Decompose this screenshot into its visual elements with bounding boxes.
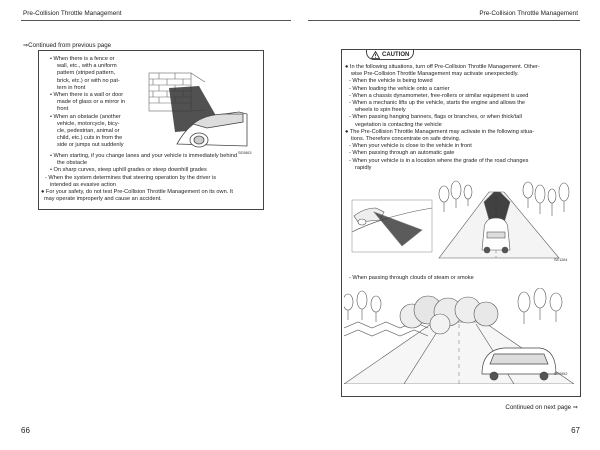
list-item: the obstacle [57,160,88,167]
caution-label: CAUTION [382,51,410,58]
figure-label: SE1264 [554,258,568,262]
list-item: tern in front [57,84,86,91]
list-item: • When an obstacle (another [50,113,121,120]
list-item: side or jumps out suddenly [57,142,124,149]
page-number-right: 67 [571,426,580,435]
road-grade-illustration [344,172,574,264]
page-number-left: 66 [21,426,30,435]
list-item: • When there is a wall or door [50,92,124,98]
list-item: cle, pedestrian, animal or [57,128,120,134]
list-item: front [57,106,69,113]
car-approaching-wall-illustration [147,70,249,148]
continued-from-note: ⇒Continued from previous page [23,42,112,49]
list-item: - When the system determines that steering operation by the driver is [45,174,216,181]
list-item: ● For your safety, do not test Pre-Collision Throttle Management on its own. It [41,189,233,195]
list-item: - When passing hanging banners, flags or branches, or when thick/tall [349,114,522,121]
list-item: wheels to spin freely [355,107,406,114]
list-item: - When your vehicle is in a location where the grade of the road changes [349,157,529,164]
continued-next-note: Continued on next page ⇒ [505,404,578,411]
list-item: - When a mechanic lifts up the vehicle, starts the engine and allows the [349,100,525,106]
list-item: may operate improperly and cause an accident. [44,196,162,203]
list-item: rapidly [355,164,372,171]
list-item: vehicle, motorcycle, bicy- [57,120,120,127]
list-item: - When loading the vehicle onto a carrier [349,85,450,92]
list-item: • When starting, if you change lanes and your vehicle is immediately behind [50,153,237,159]
list-item: ● The Pre-Collision Throttle Management may activate in the following situa- [345,128,535,135]
list-item: pattern (striped pattern, [57,70,116,77]
list-item: wall, etc., with a uniform [57,63,117,70]
warning-icon [371,51,380,59]
list-item: brick, etc.) or with no pat- [57,77,120,84]
list-item: - When a chassis dynamometer, free-rollers or similar equipment is used [349,92,529,99]
list-item: • On sharp curves, steep uphill grades or steep downhill grades [50,167,207,174]
list-item: ● In the following situations, turn off Pre-Collision Throttle Management. Other- [345,64,540,70]
caution-badge [366,49,414,60]
list-item: - When passing through an automatic gate [349,150,455,157]
list-item: wise Pre-Collision Throttle Management may activate unexpectedly. [351,71,519,78]
list-item: • When there is a fence or [50,56,115,62]
list-item: tions. Therefore concentrate on safe driving. [351,136,461,142]
page-header-left: Pre-Collision Throttle Management [23,10,122,17]
header-rule-left [21,20,291,21]
list-item: child, etc.) cuts in from the [57,135,123,142]
header-rule-right [308,20,580,21]
steam-smoke-illustration [344,288,574,384]
list-item: vegetation is contacting the vehicle [355,121,442,128]
figure-label: SE0863 [238,151,252,155]
list-item: made of glass or a mirror in [57,99,126,106]
page-header-right: Pre-Collision Throttle Management [479,10,578,17]
list-item: intended as evasive action [50,181,116,188]
list-item: - When the vehicle is being towed [349,78,433,85]
list-item: - When passing through clouds of steam or smoke [349,275,474,281]
list-item: - When your vehicle is close to the vehicle in front [349,143,472,150]
figure-label: SE0952 [554,372,568,376]
